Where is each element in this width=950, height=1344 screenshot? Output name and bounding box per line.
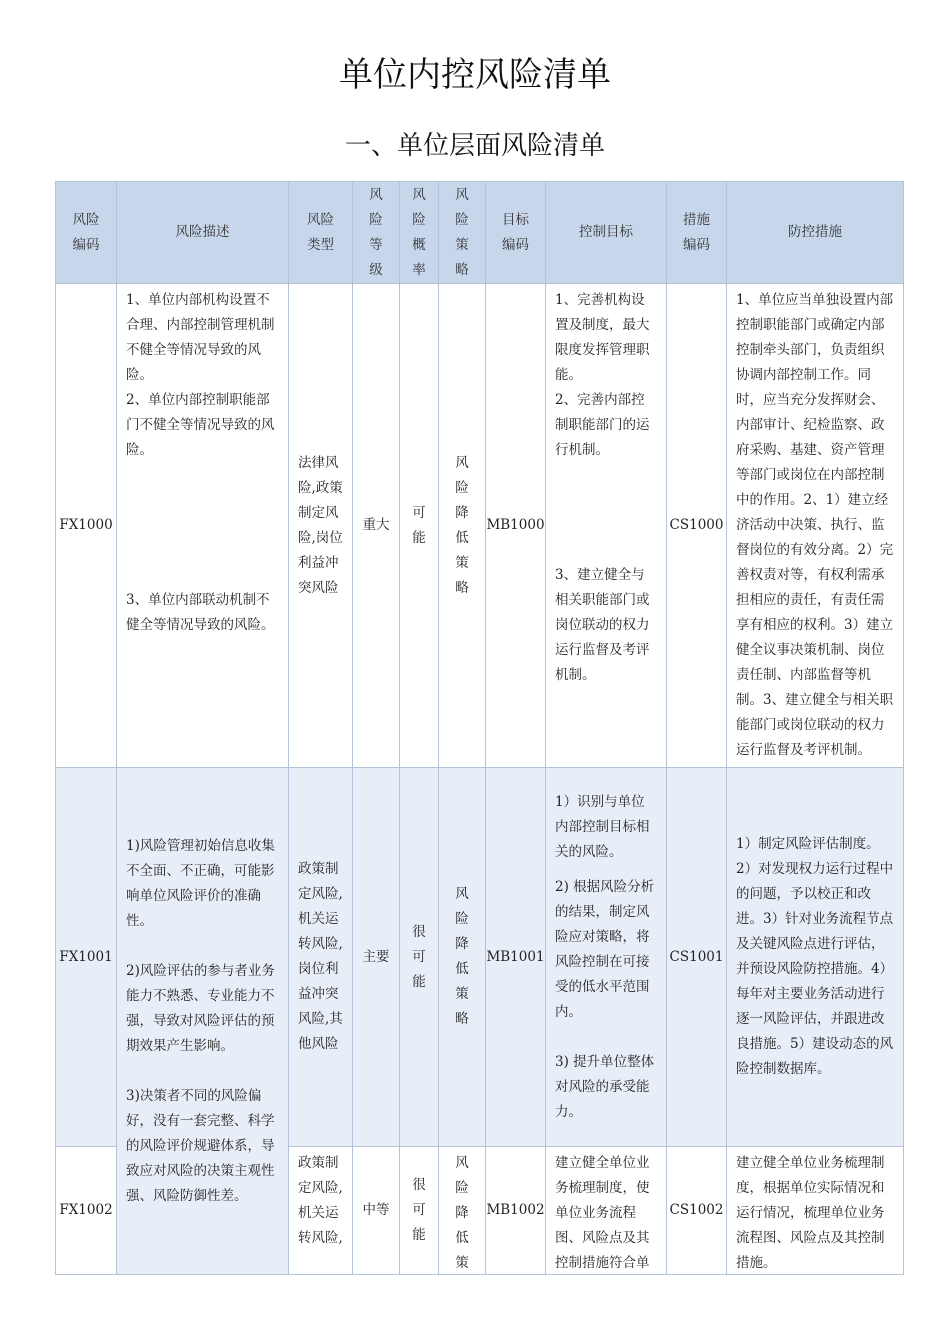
- header-goal-code: 目标编码: [486, 182, 546, 284]
- measure-code-cell: CS1001: [667, 768, 727, 1147]
- table-header-row: [56, 182, 904, 284]
- header-risk-level: 风险等级: [353, 182, 400, 284]
- risk-table: [55, 181, 904, 1275]
- measures-cell: 建立健全单位业务梳理制度，根据单位实际情况和运行情况，梳理单位业务流程图、风险点及其控制措施。: [727, 1147, 904, 1275]
- risk-desc-cell: 1)风险管理初始信息收集不全面、不正确，可能影响单位风险评价的准确性。 2)风险评估的参与者业务能力不熟悉、专业能力不强，导致对风险评估的预期效果产生影响。 3)决策者不同的风险偏好，没有一套完整、科学的风险评价规避体系，导致应对风险的决策主观性强、风险防御性差。: [117, 768, 289, 1275]
- risk-strategy-cell: 风险降低策: [439, 1147, 486, 1275]
- control-goal-cell: 建立健全单位业务梳理制度，使单位业务流程图、风险点及其控制措施符合单: [546, 1147, 667, 1275]
- goal-code-cell: MB1000: [486, 284, 546, 768]
- measures-cell: 1）制定风险评估制度。2）对发现权力运行过程中的问题，予以校正和改进。3）针对业务流程节点及关键风险点进行评估，并预设风险防控措施。4）每年对主要业务活动进行逐一风险评估，并跟进改良措施。5）建设动态的风险控制数据库。: [727, 768, 904, 1147]
- risk-prob-cell: 很可能: [400, 768, 439, 1147]
- header-risk-code: 风险编码: [56, 182, 117, 284]
- risk-type-cell: 政策制定风险,机关运转风险,: [289, 1147, 353, 1275]
- header-risk-prob: 风险概率: [400, 182, 439, 284]
- risk-code-cell: FX1000: [56, 284, 117, 768]
- measure-code-cell: CS1000: [667, 284, 727, 768]
- header-risk-strategy: 风险策略: [439, 182, 486, 284]
- risk-desc-cell: 1、单位内部机构设置不合理、内部控制管理机制不健全等情况导致的风险。 2、单位内部控制职能部门不健全等情况导致的风险。 3、单位内部联动机制不健全等情况导致的风险。: [117, 284, 289, 768]
- measure-code-cell: CS1002: [667, 1147, 727, 1275]
- risk-prob-cell: 可能: [400, 284, 439, 768]
- measures-cell: 1、单位应当单独设置内部控制职能部门或确定内部控制牵头部门，负责组织协调内部控制工作。同时，应当充分发挥财会、内部审计、纪检监察、政府采购、基建、资产管理等部门或岗位在内部控制中的作用。2、1）建立经济活动中决策、执行、监督岗位的有效分离。2）完善权责对等，有权利需承担相应的责任，有责任需享有相应的权利。3）建立健全议事决策机制、岗位责任制、内部监督等机制。3、建立健全与相关职能部门或岗位联动的权力运行监督及考评机制。: [727, 284, 904, 768]
- goal-code-cell: MB1001: [486, 768, 546, 1147]
- header-measure-code: 措施编码: [667, 182, 727, 284]
- risk-code-cell: FX1002: [56, 1147, 117, 1275]
- header-risk-desc: 风险描述: [117, 182, 289, 284]
- risk-level-cell: 重大: [353, 284, 400, 768]
- control-goal-cell: 1、完善机构设置及制度，最大限度发挥管理职能。 2、完善内部控制职能部门的运行机制。 3、建立健全与相关职能部门或岗位联动的权力运行监督及考评机制。: [546, 284, 667, 768]
- risk-prob-cell: 很可能: [400, 1147, 439, 1275]
- risk-strategy-cell: 风险降低策略: [439, 768, 486, 1147]
- section-title: 一、单位层面风险清单: [344, 131, 605, 161]
- document-title: 单位内控风险清单: [339, 55, 611, 95]
- control-goal-cell: 1）识别与单位内部控制目标相关的风险。 2) 根据风险分析的结果，制定风险应对策略，将风险控制在可接受的低水平范围内。 3) 提升单位整体对风险的承受能力。: [546, 768, 667, 1147]
- header-measures: 防控措施: [727, 182, 904, 284]
- goal-code-cell: MB1002: [486, 1147, 546, 1275]
- header-risk-type: 风险类型: [289, 182, 353, 284]
- table-row: [56, 768, 904, 1147]
- risk-type-cell: 政策制定风险,机关运转风险,岗位利益冲突风险,其他风险: [289, 768, 353, 1147]
- table-row: [56, 284, 904, 768]
- risk-level-cell: 主要: [353, 768, 400, 1147]
- risk-level-cell: 中等: [353, 1147, 400, 1275]
- header-control-goal: 控制目标: [546, 182, 667, 284]
- risk-type-cell: 法律风险,政策制定风险,岗位利益冲突风险: [289, 284, 353, 768]
- risk-code-cell: FX1001: [56, 768, 117, 1147]
- risk-strategy-cell: 风险降低策略: [439, 284, 486, 768]
